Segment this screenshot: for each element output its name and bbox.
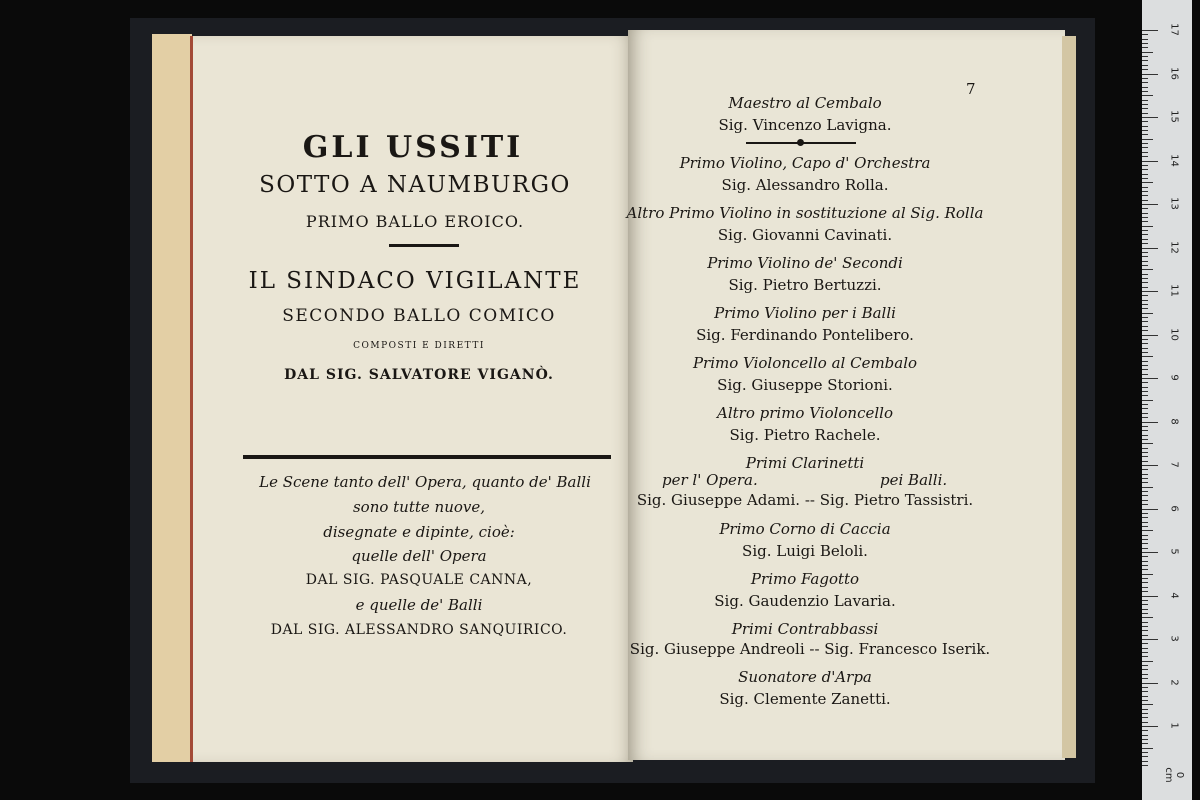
ruler-tick (1142, 500, 1148, 501)
ruler-tick (1142, 587, 1148, 588)
ruler-tick (1142, 609, 1148, 610)
page-edge (1062, 36, 1076, 758)
ruler-tick (1142, 661, 1153, 662)
ruler-tick (1142, 552, 1158, 553)
role-label: Altro primo Violoncello (716, 404, 894, 422)
ruler-tick (1142, 147, 1148, 148)
ruler-tick (1142, 352, 1148, 353)
ruler-tick (1142, 478, 1148, 479)
ruler-tick (1142, 213, 1148, 214)
clarinet-balli-label: pei Balli. (880, 471, 948, 489)
page-subtitle: SOTTO A NAUMBURGO (259, 172, 571, 198)
composed-label: COMPOSTI E DIRETTI (353, 341, 485, 351)
name-label: Sig. Giuseppe Storioni. (717, 376, 893, 394)
role-label: Primo Fagotto (750, 570, 860, 588)
ruler-tick (1142, 469, 1148, 470)
scenes-line: Le Scene tanto dell' Opera, quanto de' Balli (259, 473, 591, 491)
ruler-tick (1142, 100, 1148, 101)
ruler-tick (1142, 204, 1158, 205)
ruler-tick (1142, 596, 1158, 597)
ruler-tick (1142, 43, 1148, 44)
ruler-tick (1142, 339, 1148, 340)
ruler-tick (1142, 461, 1148, 462)
ruler-tick (1142, 713, 1148, 714)
ruler-tick (1142, 317, 1148, 318)
page-title: GLI USSITI (302, 130, 524, 165)
ruler-tick (1142, 174, 1148, 175)
ruler-tick (1142, 504, 1148, 505)
ruler-tick (1142, 765, 1148, 766)
scenes-line: disegnate e dipinte, cioè: (323, 523, 515, 541)
ruler-tick (1142, 669, 1148, 670)
ruler-tick (1142, 513, 1148, 514)
ruler-tick (1142, 117, 1158, 118)
ruler-tick (1142, 443, 1153, 444)
ruler-tick (1142, 482, 1148, 483)
ruler-number: 4 (1168, 591, 1180, 599)
ruler-tick (1142, 348, 1148, 349)
ruler-tick (1142, 752, 1148, 753)
ruler-number: 17 (1168, 23, 1180, 36)
ruler-tick (1142, 648, 1148, 649)
name-label: Sig. Giovanni Cavinati. (717, 226, 893, 244)
ruler-tick (1142, 543, 1148, 544)
scenes-line: DAL SIG. PASQUALE CANNA, (305, 572, 533, 588)
ruler-tick (1142, 291, 1158, 292)
ruler-tick (1142, 674, 1148, 675)
ruler-tick (1142, 195, 1148, 196)
ruler-tick (1142, 361, 1148, 362)
ruler-tick (1142, 187, 1148, 188)
role-label: Primi Contrabbassi (731, 620, 879, 638)
ruler-number: 1 (1168, 722, 1180, 729)
divider (389, 244, 459, 247)
ruler-tick (1142, 374, 1148, 375)
ruler-tick (1142, 56, 1148, 57)
ruler-tick (1142, 34, 1148, 35)
ruler-number: 14 (1168, 153, 1180, 167)
ruler-number: 3 (1168, 635, 1180, 642)
name-label: Sig. Alessandro Rolla. (721, 176, 889, 194)
ruler-tick (1142, 408, 1148, 409)
ruler-tick (1142, 435, 1148, 436)
role-label: Altro Primo Violino in sostituzione al Sig. Rolla (626, 204, 984, 222)
ruler-tick (1142, 439, 1148, 440)
ruler-tick (1142, 696, 1148, 697)
ruler-tick (1142, 678, 1148, 679)
ruler-tick (1142, 691, 1148, 692)
ruler-tick (1142, 261, 1148, 262)
ruler-tick (1142, 656, 1148, 657)
ruler-tick (1142, 30, 1158, 31)
ruler-number: 7 (1168, 461, 1180, 468)
ruler-tick (1142, 700, 1148, 701)
ruler-tick (1142, 535, 1148, 536)
ruler-tick (1142, 600, 1148, 601)
scenes-line: e quelle de' Balli (355, 596, 483, 614)
role-label: Maestro al Cembalo (728, 94, 882, 112)
ruler-tick (1142, 565, 1148, 566)
ruler-tick (1142, 182, 1153, 183)
ruler-tick (1142, 395, 1148, 396)
ruler-tick (1142, 591, 1148, 592)
ruler-tick (1142, 274, 1148, 275)
ruler-tick (1142, 156, 1148, 157)
ruler-tick (1142, 730, 1148, 731)
ruler-tick (1142, 121, 1148, 122)
ruler-tick (1142, 108, 1148, 109)
ruler-number: 10 (1168, 327, 1180, 341)
ruler-tick (1142, 252, 1148, 253)
ruler-tick (1142, 304, 1148, 305)
ruler-tick (1142, 226, 1153, 227)
role-label: Primo Violoncello al Cembalo (692, 354, 918, 372)
ruler-tick (1142, 165, 1148, 166)
ruler-number: 11 (1168, 284, 1180, 297)
name-label: Sig. Luigi Beloli. (742, 542, 868, 560)
name-label: Sig. Giuseppe Andreoli -- Sig. Francesco Iserik. (629, 640, 991, 658)
ruler-tick (1142, 735, 1148, 736)
ruler-number: 15 (1168, 110, 1180, 123)
name-label: Sig. Pietro Rachele. (729, 426, 881, 444)
ruler-tick (1142, 95, 1153, 96)
ruler-tick (1142, 74, 1158, 75)
role-label: Suonatore d'Arpa (738, 668, 872, 686)
role-label: Primo Violino, Capo d' Orchestra (679, 154, 931, 172)
ruler-tick (1142, 239, 1148, 240)
ballet1-type: PRIMO BALLO EROICO. (305, 212, 525, 231)
ruler-tick (1142, 448, 1148, 449)
ruler-tick (1142, 221, 1148, 222)
ruler-tick (1142, 300, 1148, 301)
ruler-tick (1142, 282, 1148, 283)
ruler-tick (1142, 756, 1148, 757)
name-label: Sig. Vincenzo Lavigna. (718, 116, 892, 134)
role-label: Primo Violino per i Balli (714, 304, 896, 322)
ruler-tick (1142, 613, 1148, 614)
ruler-tick (1142, 369, 1148, 370)
ruler-tick (1142, 530, 1153, 531)
ruler-tick (1142, 556, 1148, 557)
ruler-tick (1142, 413, 1148, 414)
ruler-tick (1142, 321, 1148, 322)
ruler-tick (1142, 495, 1148, 496)
ruler-tick (1142, 313, 1153, 314)
ruler-tick (1142, 356, 1153, 357)
ruler-number: 13 (1168, 197, 1180, 210)
ruler-tick (1142, 152, 1148, 153)
ruler-tick (1142, 60, 1148, 61)
ruler-tick (1142, 417, 1148, 418)
ruler-tick (1142, 330, 1148, 331)
ruler-tick (1142, 248, 1158, 249)
ruler-tick (1142, 104, 1148, 105)
ruler-tick (1142, 39, 1148, 40)
ruler-tick (1142, 474, 1148, 475)
ruler-tick (1142, 243, 1148, 244)
ruler-tick (1142, 491, 1148, 492)
ruler-tick (1142, 161, 1158, 162)
ruler-tick (1142, 639, 1158, 640)
ruler-tick (1142, 604, 1148, 605)
measuring-ruler (1142, 0, 1192, 800)
ruler-tick (1142, 139, 1153, 140)
ruler-tick (1142, 743, 1148, 744)
ruler-tick (1142, 465, 1158, 466)
ruler-tick (1142, 52, 1153, 53)
ruler-tick (1142, 91, 1148, 92)
ruler-tick (1142, 278, 1148, 279)
ruler-tick (1142, 126, 1148, 127)
ruler-tick (1142, 217, 1148, 218)
ruler-tick (1142, 622, 1148, 623)
ruler-tick (1142, 635, 1148, 636)
ruler-tick (1142, 539, 1148, 540)
page-number: 7 (966, 80, 976, 98)
ruler-tick (1142, 665, 1148, 666)
scenes-line: quelle dell' Opera (351, 547, 487, 565)
ruler-tick (1142, 169, 1148, 170)
ruler-tick (1142, 295, 1148, 296)
ruler-number: 0 cm (1163, 766, 1185, 783)
clarinet-opera-label: per l' Opera. (662, 471, 758, 489)
ruler-tick (1142, 134, 1148, 135)
ruler-tick (1142, 422, 1158, 423)
ruler-tick (1142, 426, 1148, 427)
ruler-tick (1142, 574, 1153, 575)
ruler-tick (1142, 69, 1148, 70)
ruler-tick (1142, 517, 1148, 518)
ruler-tick (1142, 269, 1153, 270)
ornament-dot (797, 139, 804, 146)
ruler-tick (1142, 287, 1148, 288)
name-label: Sig. Gaudenzio Lavaria. (714, 592, 896, 610)
role-label: Primi Clarinetti (745, 454, 865, 472)
ruler-number: 2 (1168, 678, 1180, 686)
ruler-number: 8 (1168, 417, 1180, 425)
ruler-tick (1142, 47, 1148, 48)
ruler-tick (1142, 382, 1148, 383)
ruler-tick (1142, 191, 1148, 192)
ruler-tick (1142, 726, 1158, 727)
ruler-tick (1142, 265, 1148, 266)
ruler-tick (1142, 739, 1148, 740)
ruler-tick (1142, 387, 1148, 388)
ruler-tick (1142, 748, 1153, 749)
ruler-tick (1142, 130, 1148, 131)
left-page (190, 36, 633, 762)
ruler-tick (1142, 113, 1148, 114)
ruler-tick (1142, 87, 1148, 88)
ruler-tick (1142, 761, 1148, 762)
name-label: Sig. Pietro Bertuzzi. (728, 276, 882, 294)
ruler-tick (1142, 234, 1148, 235)
ruler-tick (1142, 143, 1148, 144)
heavy-rule (243, 455, 611, 459)
name-label: Sig. Clemente Zanetti. (719, 690, 891, 708)
ruler-tick (1142, 65, 1148, 66)
ruler-tick (1142, 487, 1153, 488)
author: DAL SIG. SALVATORE VIGANÒ. (284, 367, 554, 383)
role-label: Primo Violino de' Secondi (707, 254, 903, 272)
right-page (628, 30, 1065, 760)
ruler-tick (1142, 509, 1158, 510)
ruler-tick (1142, 548, 1148, 549)
ruler-number: 9 (1168, 374, 1180, 381)
ruler-tick (1142, 78, 1148, 79)
ruler-tick (1142, 378, 1158, 379)
name-label: Sig. Giuseppe Adami. -- Sig. Pietro Tassistri. (636, 491, 974, 509)
ruler-tick (1142, 335, 1158, 336)
ruler-number: 6 (1168, 504, 1180, 512)
cover-edge (152, 34, 192, 762)
ruler-tick (1142, 178, 1148, 179)
role-label: Primo Corno di Caccia (719, 520, 891, 538)
ruler-tick (1142, 365, 1148, 366)
ruler-tick (1142, 569, 1148, 570)
ruler-number: 16 (1168, 66, 1180, 80)
ruler-tick (1142, 256, 1148, 257)
ruler-number: 5 (1168, 548, 1180, 555)
ruler-tick (1142, 630, 1148, 631)
ruler-tick (1142, 704, 1153, 705)
ruler-tick (1142, 400, 1153, 401)
ruler-number: 12 (1168, 240, 1180, 254)
ruler-tick (1142, 82, 1148, 83)
ruler-tick (1142, 683, 1158, 684)
ruler-tick (1142, 200, 1148, 201)
ruler-tick (1142, 326, 1148, 327)
scenes-line: sono tutte nuove, (352, 498, 486, 516)
ruler-tick (1142, 404, 1148, 405)
ruler-tick (1142, 717, 1148, 718)
ruler-tick (1142, 230, 1148, 231)
ruler-tick (1142, 208, 1148, 209)
ruler-tick (1142, 522, 1148, 523)
ruler-tick (1142, 652, 1148, 653)
ruler-tick (1142, 391, 1148, 392)
ruler-tick (1142, 709, 1148, 710)
scenes-line: DAL SIG. ALESSANDRO SANQUIRICO. (270, 622, 568, 638)
ruler-tick (1142, 561, 1148, 562)
ruler-tick (1142, 722, 1148, 723)
ruler-tick (1142, 526, 1148, 527)
ruler-tick (1142, 343, 1148, 344)
ruler-tick (1142, 430, 1148, 431)
ruler-tick (1142, 687, 1148, 688)
ruler-tick (1142, 308, 1148, 309)
title2: IL SINDACO VIGILANTE (248, 268, 582, 294)
ruler-tick (1142, 456, 1148, 457)
ruler-tick (1142, 578, 1148, 579)
ruler-tick (1142, 626, 1148, 627)
ruler-tick (1142, 582, 1148, 583)
ballet2-type: SECONDO BALLO COMICO (282, 306, 556, 326)
name-label: Sig. Ferdinando Pontelibero. (696, 326, 914, 344)
ruler-tick (1142, 452, 1148, 453)
ruler-tick (1142, 617, 1153, 618)
ruler-tick (1142, 643, 1148, 644)
